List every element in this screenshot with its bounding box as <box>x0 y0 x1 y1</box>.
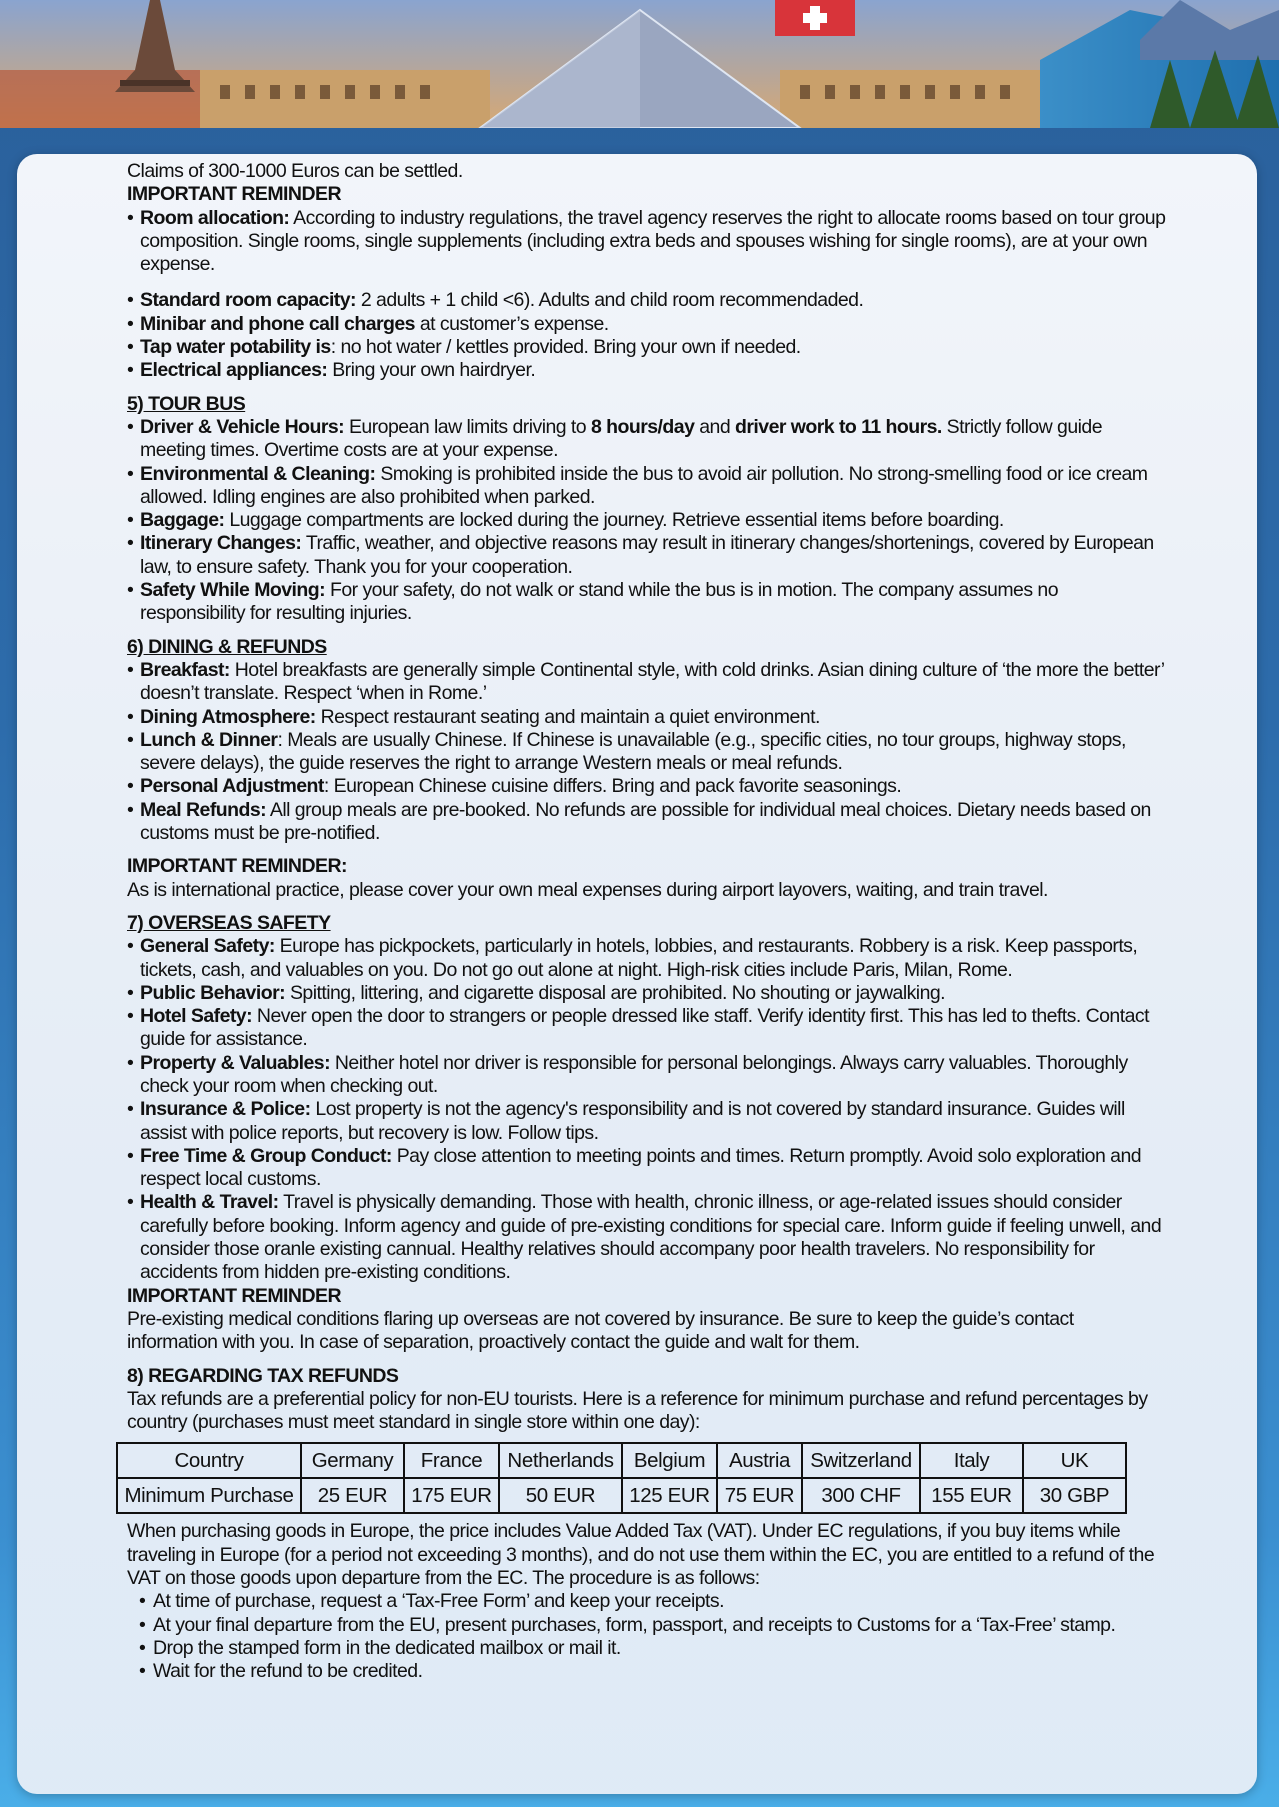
table-cell: Austria <box>717 1443 802 1478</box>
table-cell: Netherlands <box>499 1443 622 1478</box>
table-cell: 30 GBP <box>1023 1478 1126 1513</box>
list-item: • Lunch & Dinner: Meals are usually Chinese. If Chinese is unavailable (e.g., specific cities, no tour groups, highway stops, severe delays), the guide reserves the right to arrange Western meals or meal refunds. <box>127 729 1167 776</box>
list-item: • Dining Atmosphere: Respect restaurant seating and maintain a quiet environment. <box>127 706 1167 729</box>
list-item: • At time of purchase, request a ‘Tax-Free Form’ and keep your receipts. <box>139 1590 1167 1613</box>
list-item: • Room allocation: According to industry regulations, the travel agency reserves the right to allocate rooms based on tour group composition. Single rooms, single supplements (including extra beds and spouses wishing for single rooms), are at your own expense. <box>127 207 1167 277</box>
section-heading-dining: 6) DINING & REFUNDS <box>127 635 327 658</box>
table-cell: Country <box>117 1443 301 1478</box>
list-item: • General Safety: Europe has pickpockets, particularly in hotels, lobbies, and restaurants. Robbery is a risk. Keep passports, tickets, cash, and valuables on you. Do not go out alone at night. High-risk cities include Paris, Milan, Rome. <box>127 935 1167 982</box>
safety-reminder-text: Pre-existing medical conditions flaring up overseas are not covered by insurance. Be sure to keep the guide’s contact information with you. In case of separation, proactively contact the guide and walt for them. <box>127 1307 1074 1354</box>
room-rules-list <box>127 289 1167 382</box>
document-body <box>124 160 1167 1684</box>
table-cell: 25 EUR <box>301 1478 404 1513</box>
safety-reminder-heading: IMPORTANT REMINDER <box>127 1284 341 1307</box>
list-item: • Minibar and phone call charges at customer’s expense. <box>127 313 1167 336</box>
dining-list <box>127 659 1167 845</box>
list-item: • Property & Valuables: Neither hotel nor driver is responsible for personal belongings. Always carry valuables. Thoroughly check your room when checking out. <box>127 1052 1167 1099</box>
list-item: • Personal Adjustment: European Chinese cuisine differs. Bring and pack favorite seasonings. <box>127 775 1167 798</box>
list-item: • Driver & Vehicle Hours: European law limits driving to 8 hours/day and driver work to 11 hours. Strictly follow guide meeting times. Overtime costs are at your expense. <box>127 416 1167 463</box>
list-item: • Itinerary Changes: Traffic, weather, and objective reasons may result in itinerary changes/shortenings, covered by European law, to ensure safety. Thank you for your cooperation. <box>127 532 1167 579</box>
table-header-row <box>117 1443 1126 1478</box>
table-row <box>117 1478 1126 1513</box>
table-cell: 125 EUR <box>622 1478 717 1513</box>
dining-reminder-text: As is international practice, please cover your own meal expenses during airport layovers, waiting, and train travel. <box>127 878 1048 901</box>
tour-bus-list <box>127 416 1167 626</box>
table-cell: 155 EUR <box>920 1478 1023 1513</box>
table-cell: UK <box>1023 1443 1126 1478</box>
tax-steps-list <box>127 1590 1167 1683</box>
list-item: • Breakfast: Hotel breakfasts are generally simple Continental style, with cold drinks. Asian dining culture of ‘the more the better’ doesn’t translate. Respect ‘when in Rome.’ <box>127 659 1167 706</box>
table-cell: Minimum Purchase <box>117 1478 301 1513</box>
list-item: • Hotel Safety: Never open the door to strangers or people dressed like staff. Verify identity first. This has led to thefts. Contact guide for assistance. <box>127 1005 1167 1052</box>
tax-refund-table <box>116 1442 1127 1514</box>
section-heading-safety: 7) OVERSEAS SAFETY <box>127 911 331 934</box>
list-item: • Electrical appliances: Bring your own hairdryer. <box>127 359 1167 382</box>
vat-text: When purchasing goods in Europe, the price includes Value Added Tax (VAT). Under EC regulations, if you buy items while traveling in Europe (for a period not exceeding 3 months), and do not use them within the EC, you are entitled to a refund of the VAT on those goods upon departure from the EC. The procedure is as follows: <box>127 1520 1155 1590</box>
safety-list <box>127 935 1167 1284</box>
table-cell: Italy <box>920 1443 1023 1478</box>
list-item: • Baggage: Luggage compartments are locked during the journey. Retrieve essential items before boarding. <box>127 509 1167 532</box>
important-reminder-heading: IMPORTANT REMINDER <box>127 183 341 206</box>
table-cell: 75 EUR <box>717 1478 802 1513</box>
tax-intro-text: Tax refunds are a preferential policy for non-EU tourists. Here is a reference for minimum purchase and refund percentages by country (purchases must meet standard in single store within one day): <box>127 1387 1148 1434</box>
table-cell: Germany <box>301 1443 404 1478</box>
reminder-list <box>127 207 1167 277</box>
table-cell: Switzerland <box>802 1443 920 1478</box>
list-item: • At your final departure from the EU, present purchases, form, passport, and receipts to Customs for a ‘Tax-Free’ stamp. <box>139 1614 1167 1637</box>
intro-text: Claims of 300-1000 Euros can be settled. <box>127 160 463 182</box>
list-item: • Insurance & Police: Lost property is not the agency's responsibility and is not covered by standard insurance. Guides will assist with police reports, but recovery is low. Follow tips. <box>127 1098 1167 1145</box>
list-item: • Free Time & Group Conduct: Pay close attention to meeting points and times. Return promptly. Avoid solo exploration and respect local customs. <box>127 1145 1167 1192</box>
list-item: • Tap water potability is: no hot water / kettles provided. Bring your own if needed. <box>127 336 1167 359</box>
list-item: • Standard room capacity: 2 adults + 1 child <6). Adults and child room recommendaded. <box>127 289 1167 312</box>
header-banner <box>0 0 1279 128</box>
table-cell: 300 CHF <box>802 1478 920 1513</box>
list-item: • Meal Refunds: All group meals are pre-booked. No refunds are possible for individual meal choices. Dietary needs based on customs must be pre-notified. <box>127 799 1167 846</box>
list-item: • Environmental & Cleaning: Smoking is prohibited inside the bus to avoid air pollution. No strong-smelling food or ice cream allowed. Idling engines are also prohibited when parked. <box>127 463 1167 510</box>
landmarks-illustration <box>0 0 1279 128</box>
list-item: • Health & Travel: Travel is physically demanding. Those with health, chronic illness, or age-related issues should consider carefully before booking. Inform agency and guide of pre-existing conditions for special care. Inform guide if feeling unwell, and consider those oranle existing cannual. Healthy relatives should accompany poor health travelers. No responsibility for accidents from hidden pre-existing conditions. <box>127 1191 1167 1284</box>
list-item: • Safety While Moving: For your safety, do not walk or stand while the bus is in motion. The company assumes no responsibility for resulting injuries. <box>127 579 1167 626</box>
table-cell: 50 EUR <box>499 1478 622 1513</box>
table-cell: 175 EUR <box>404 1478 499 1513</box>
section-heading-tax: 8) REGARDING TAX REFUNDS <box>127 1364 399 1387</box>
dining-reminder-heading: IMPORTANT REMINDER: <box>127 855 347 878</box>
list-item: • Drop the stamped form in the dedicated mailbox or mail it. <box>139 1637 1167 1660</box>
table-cell: Belgium <box>622 1443 717 1478</box>
section-heading-tour-bus: 5) TOUR BUS <box>127 392 246 415</box>
list-item: • Wait for the refund to be credited. <box>139 1660 1167 1683</box>
list-item: • Public Behavior: Spitting, littering, and cigarette disposal are prohibited. No shouting or jaywalking. <box>127 982 1167 1005</box>
table-cell: France <box>404 1443 499 1478</box>
